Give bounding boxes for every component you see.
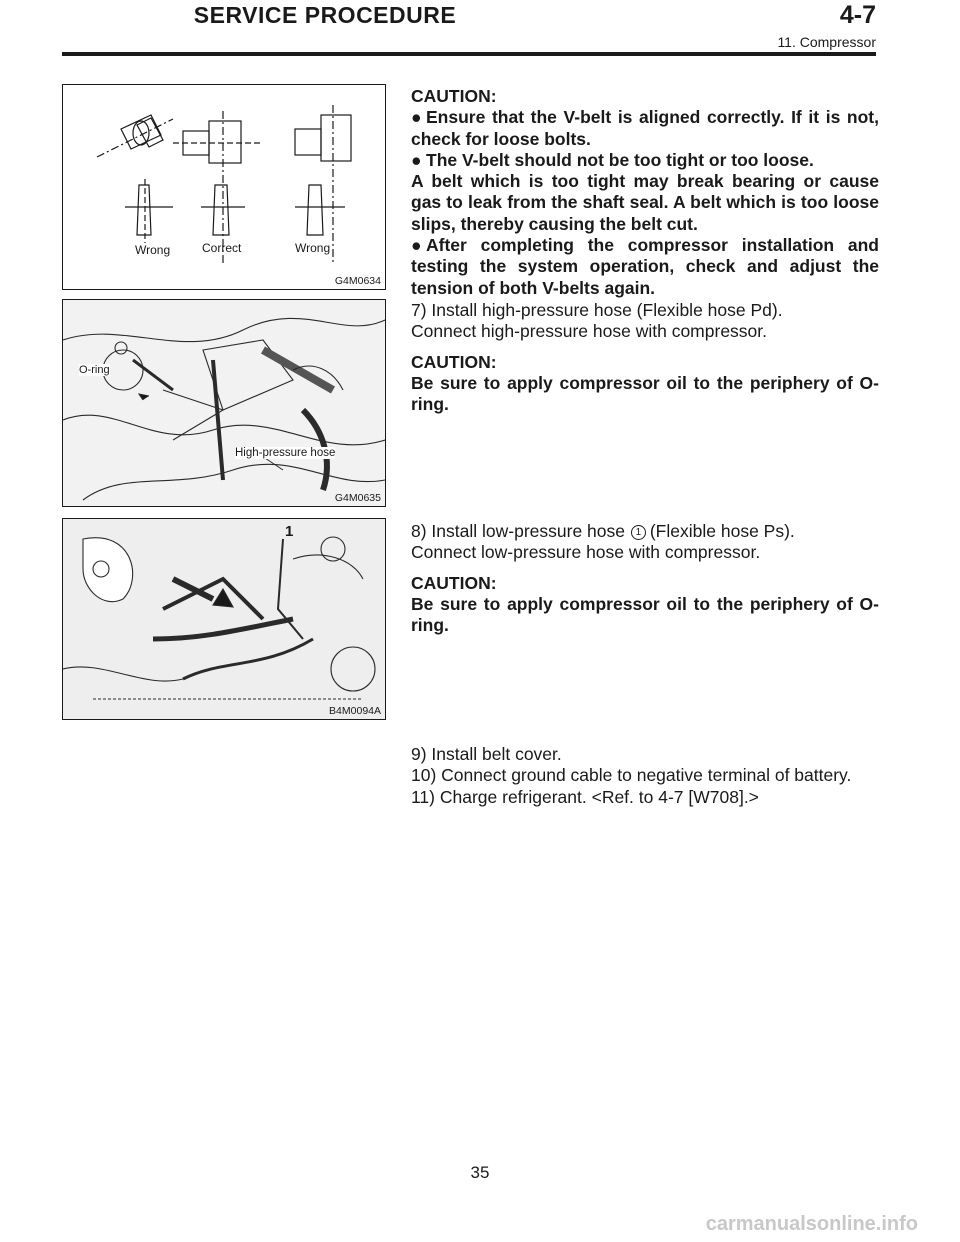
caution-heading: CAUTION: — [411, 572, 497, 593]
figure-label-wrong-right: Wrong — [295, 241, 331, 255]
figure-label-high-pressure-hose: High-pressure hose — [235, 447, 336, 459]
bullet-text: The V-belt should not be too tight or too loose. — [426, 149, 814, 170]
figure-code: B4M0094A — [329, 705, 381, 717]
section-subtitle: 11. Compressor — [777, 34, 876, 50]
callout-marker: 1 — [631, 525, 646, 540]
figure-high-pressure-hose — [62, 299, 386, 507]
caution-bullet — [411, 150, 879, 171]
caution-bullet — [411, 235, 879, 299]
step-7: 7) Install high-pressure hose (Flexible hose Pd). — [411, 300, 783, 320]
section-number: 4-7 — [839, 1, 876, 29]
step-7-detail: Connect high-pressure hose with compressor. — [411, 321, 768, 342]
figure-code: G4M0634 — [334, 275, 381, 287]
figure-code: G4M0635 — [334, 492, 381, 504]
figure-label-o-ring: O-ring — [79, 364, 110, 376]
step-7-block — [411, 300, 879, 415]
page-title: SERVICE PROCEDURE — [193, 2, 457, 28]
figure-low-pressure-hose — [62, 518, 386, 720]
step-9: 9) Install belt cover. — [411, 744, 562, 764]
watermark: carmanualsonline.info — [705, 1213, 918, 1235]
caution-heading: CAUTION: — [411, 86, 497, 106]
caution-bullet — [411, 107, 879, 150]
figure-label-1: 1 — [285, 523, 294, 540]
step-11: 11) Charge refrigerant. <Ref. to 4-7 [W708].> — [411, 786, 759, 807]
belt-alignment-drawing — [63, 85, 385, 289]
header-rule — [62, 52, 876, 56]
step-8-text-after: (Flexible hose Ps). — [649, 521, 795, 541]
final-steps-block — [411, 744, 879, 808]
step-8-block — [411, 521, 879, 636]
figure-label-correct: Correct — [202, 241, 242, 255]
caution-block-belt — [411, 86, 879, 299]
bullet-icon: ● — [411, 149, 422, 170]
bullet-text: Ensure that the V-belt is aligned correctly. If it is not, check for loose bolts. — [411, 107, 879, 149]
page-number: 35 — [470, 1163, 490, 1182]
bullet-icon: ● — [411, 107, 422, 128]
figure-belt-alignment — [62, 84, 386, 290]
engine-bay-illustration — [63, 300, 385, 506]
caution-heading: CAUTION: — [411, 351, 497, 372]
step-8 — [411, 521, 879, 542]
step-8-text: 8) Install low-pressure hose — [411, 521, 625, 541]
step-10: 10) Connect ground cable to negative terminal of battery. — [411, 765, 852, 786]
bullet-text: After completing the compressor installation and testing the system operation, check and adjust the tension of both V-belts again. — [411, 235, 879, 298]
step-8-detail: Connect low-pressure hose with compressor. — [411, 542, 761, 563]
caution-text: Be sure to apply compressor oil to the periphery of O-ring. — [411, 593, 879, 636]
figure-label-wrong-left: Wrong — [135, 243, 171, 257]
engine-bay-illustration — [63, 519, 385, 719]
caution-text: Be sure to apply compressor oil to the periphery of O-ring. — [411, 372, 879, 415]
bullet-icon: ● — [411, 235, 422, 256]
caution-paragraph: A belt which is too tight may break bearing or cause gas to leak from the shaft seal. A belt which is too loose slips, thereby causing the belt cut. — [411, 171, 879, 234]
